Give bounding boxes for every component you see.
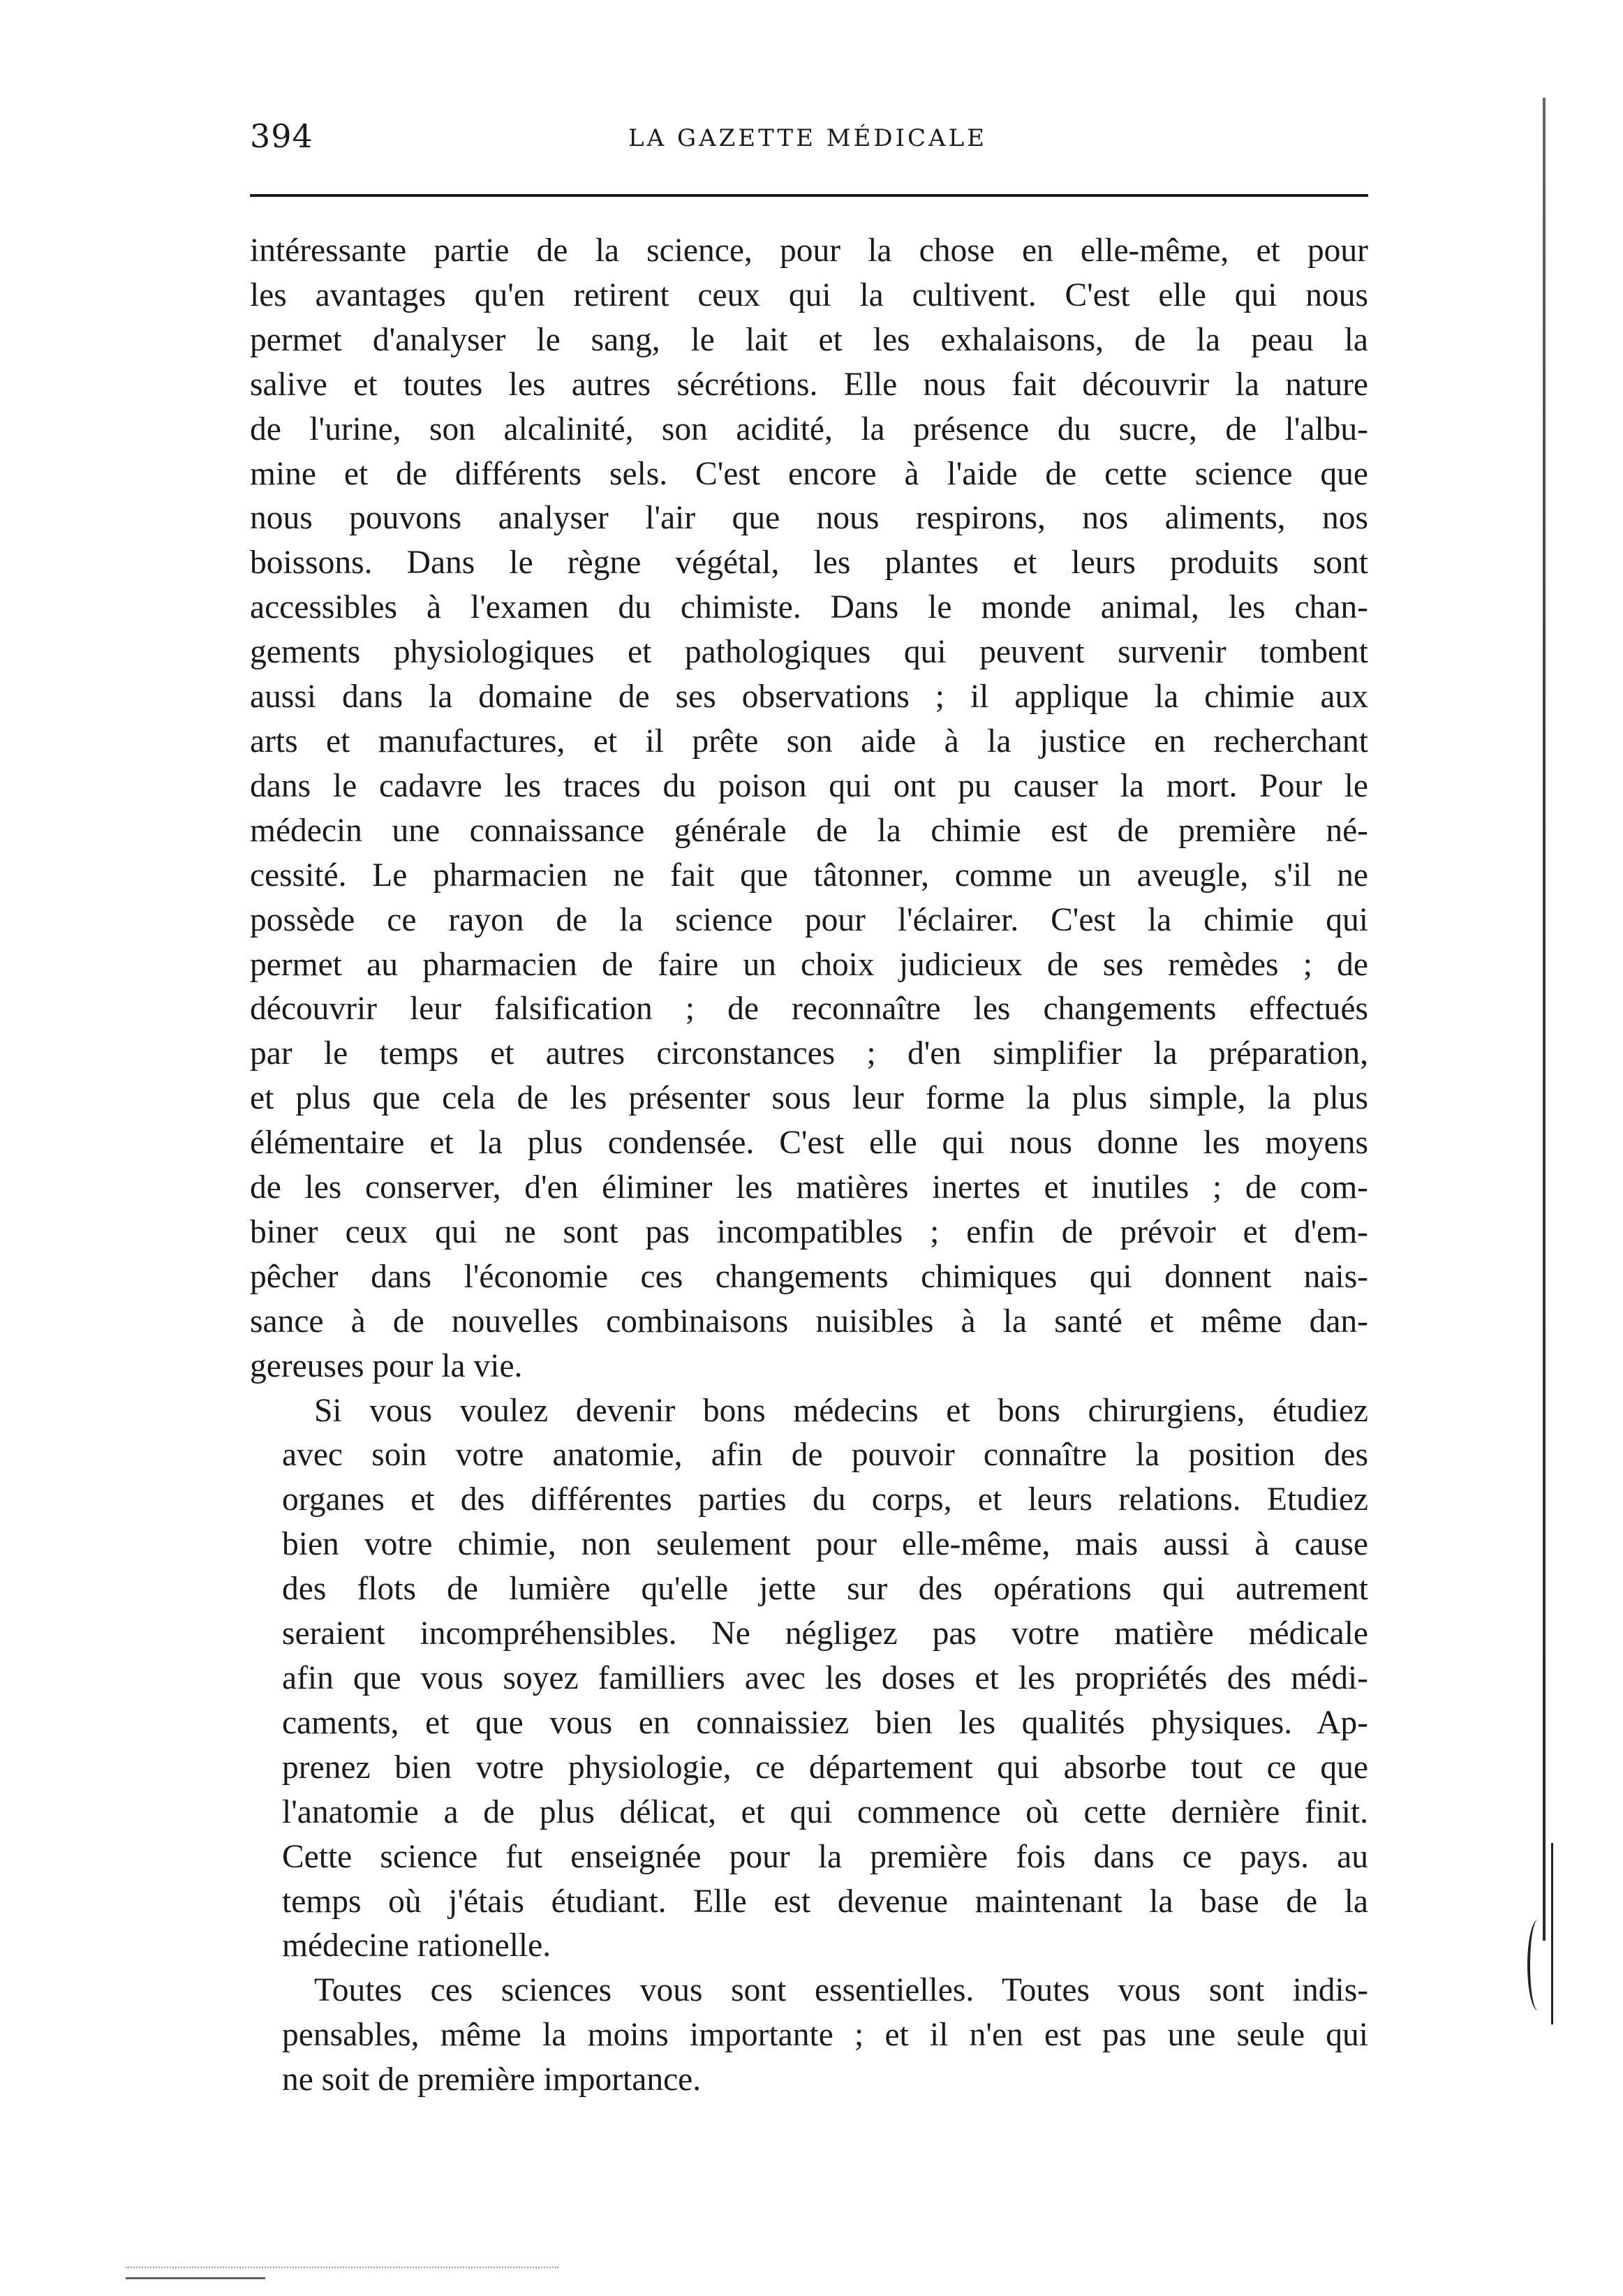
text-line: possède ce rayon de la science pour l'éclairer. C'est la chimie qui: [250, 901, 1368, 938]
text-line: gements physiologiques et pathologiques qui peuvent survenir tombent: [250, 634, 1368, 671]
text-line: gereuses pour la vie.: [250, 1347, 523, 1384]
text-line: intéressante partie de la science, pour la chose en elle-même, et pour: [250, 232, 1368, 269]
text-line: ne soit de première importance.: [282, 2061, 702, 2098]
text-line: des flots de lumière qu'elle jette sur des opérations qui autrement: [282, 1571, 1368, 1608]
text-line: Toutes ces sciences vous sont essentielles. Toutes vous sont indis-: [314, 1972, 1368, 2009]
text-line: cessité. Le pharmacien ne fait que tâtonner, comme un aveugle, s'il ne: [250, 857, 1368, 894]
text-line: l'anatomie a de plus délicat, et qui commence où cette dernière finit.: [282, 1793, 1368, 1830]
text-line: mine et de différents sels. C'est encore à l'aide de cette science que: [250, 455, 1368, 492]
text-line: permet d'analyser le sang, le lait et les exhalaisons, de la peau la: [250, 321, 1368, 358]
text-line: élémentaire et la plus condensée. C'est elle qui nous donne les moyens: [250, 1125, 1368, 1162]
text-line: pensables, même la moins importante ; et il n'en est pas une seule qui: [282, 2017, 1368, 2054]
text-line: sance à de nouvelles combinaisons nuisibles à la santé et même dan-: [250, 1303, 1368, 1340]
text-line: de l'urine, son alcalinité, son acidité, la présence du sucre, de l'albu-: [250, 410, 1368, 447]
text-line: découvrir leur falsification ; de reconnaître les changements effectués: [250, 991, 1368, 1028]
paragraph: [250, 1969, 1368, 2103]
text-line: Si vous voulez devenir bons médecins et bons chirurgiens, étudiez: [314, 1392, 1368, 1429]
text-line: accessibles à l'examen du chimiste. Dans le monde animal, les chan-: [250, 589, 1368, 626]
text-line: caments, et que vous en connaissiez bien les qualités physiques. Ap-: [282, 1704, 1368, 1741]
text-line: pêcher dans l'économie ces changements chimiques qui donnent nais-: [250, 1258, 1368, 1295]
text-line: et plus que cela de les présenter sous leur forme la plus simple, la plus: [250, 1080, 1368, 1117]
text-line: permet au pharmacien de faire un choix judicieux de ses remèdes ; de: [250, 946, 1368, 983]
binding-edge-lower: [1551, 1843, 1553, 2024]
header-rule: [250, 194, 1368, 197]
text-line: arts et manufactures, et il prête son aide à la justice en recherchant: [250, 723, 1368, 760]
text-line: bien votre chimie, non seulement pour elle-même, mais aussi à cause: [282, 1526, 1368, 1563]
footer-mark: [126, 2277, 265, 2279]
paragraph: [250, 229, 1368, 1389]
text-line: salive et toutes les autres sécrétions. Elle nous fait découvrir la nature: [250, 366, 1368, 403]
text-line: afin que vous soyez familliers avec les doses et les propriétés des médi-: [282, 1660, 1368, 1696]
body-text: [250, 229, 1368, 2103]
text-line: dans le cadavre les traces du poison qui ont pu causer la mort. Pour le: [250, 767, 1368, 804]
text-line: Cette science fut enseignée pour la première fois dans ce pays. au: [282, 1838, 1368, 1875]
text-line: avec soin votre anatomie, afin de pouvoir connaître la position des: [282, 1437, 1368, 1474]
text-line: les avantages qu'en retirent ceux qui la cultivent. C'est elle qui nous: [250, 276, 1368, 313]
text-line: seraient incompréhensibles. Ne négligez pas votre matière médicale: [282, 1615, 1368, 1652]
text-line: médecin une connaissance générale de la chimie est de première né-: [250, 812, 1368, 849]
running-title: LA GAZETTE MÉDICALE: [628, 124, 987, 152]
text-line: temps où j'étais étudiant. Elle est devenue maintenant la base de la: [282, 1883, 1368, 1920]
text-line: boissons. Dans le règne végétal, les plantes et leurs produits sont: [250, 545, 1368, 582]
text-line: biner ceux qui ne sont pas incompatibles ; enfin de prévoir et d'em-: [250, 1213, 1368, 1250]
text-line: organes et des différentes parties du corps, et leurs relations. Etudiez: [282, 1481, 1368, 1518]
paragraph: [250, 1389, 1368, 1969]
page-number: 394: [250, 117, 313, 155]
text-line: prenez bien votre physiologie, ce département qui absorbe tout ce que: [282, 1749, 1368, 1786]
text-line: aussi dans la domaine de ses observations ; il applique la chimie aux: [250, 679, 1368, 716]
footer-specks: [126, 2258, 558, 2268]
edge-mark: [1527, 1920, 1548, 2010]
text-line: médecine rationelle.: [282, 1927, 551, 1964]
text-line: par le temps et autres circonstances ; d'en simplifier la préparation,: [250, 1035, 1368, 1072]
binding-edge: [1543, 98, 1546, 1941]
text-line: de les conserver, d'en éliminer les matières inertes et inutiles ; de com-: [250, 1169, 1368, 1206]
text-line: nous pouvons analyser l'air que nous respirons, nos aliments, nos: [250, 500, 1368, 537]
